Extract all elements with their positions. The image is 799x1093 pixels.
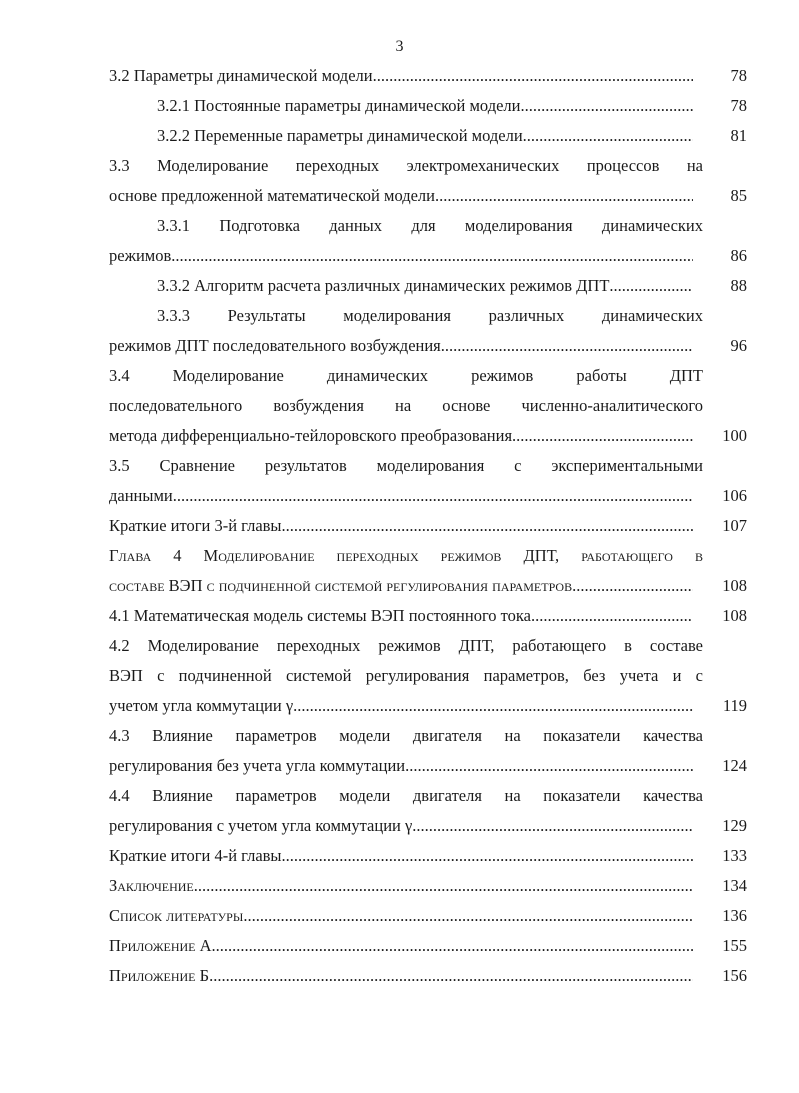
toc-entry-title-line: режимов ДПТ последовательного возбуждения	[109, 336, 441, 355]
toc-entry[interactable]	[109, 601, 747, 631]
toc-entry-title-line: 3.3 Моделирование переходных электромеханических процессов на	[109, 156, 703, 175]
toc-entry-page-number: 108	[722, 576, 747, 595]
toc-entry-title-line: 3.4 Моделирование динамических режимов работы ДПТ	[109, 366, 703, 385]
dot-leader	[512, 421, 693, 451]
toc-entry-page-number: 100	[722, 426, 747, 445]
toc-entry-page-number: 96	[730, 336, 747, 355]
toc-entry-title-line: 3.5 Сравнение результатов моделирования с экспериментальными	[109, 456, 703, 475]
toc-entry-page-number: 78	[730, 96, 747, 115]
toc-entry-page-number: 156	[722, 966, 747, 985]
toc-entry-title-line: составе ВЭП с подчиненной системой регулирования параметров	[109, 576, 573, 595]
dot-leader	[282, 511, 693, 541]
dot-leader	[282, 841, 693, 871]
dot-leader	[521, 91, 694, 121]
toc-entry-title-line: данными	[109, 486, 173, 505]
dot-leader	[373, 61, 693, 91]
toc-entry[interactable]	[109, 211, 747, 271]
toc-entry[interactable]	[109, 361, 747, 451]
toc-entry-title-line: 4.1 Математическая модель системы ВЭП постоянного тока	[109, 606, 532, 625]
toc-entry-page-number: 85	[730, 186, 747, 205]
toc-entry[interactable]	[109, 451, 747, 511]
dot-leader	[209, 961, 693, 991]
toc-entry[interactable]	[109, 61, 747, 91]
toc-entry-title-line: ВЭП с подчиненной системой регулирования параметров, без учета и с	[109, 666, 703, 685]
toc-entry[interactable]	[109, 901, 747, 931]
dot-leader	[194, 871, 693, 901]
toc-entry[interactable]	[109, 271, 747, 301]
dot-leader	[173, 481, 693, 511]
dot-leader	[405, 751, 693, 781]
dot-leader	[572, 571, 693, 601]
dot-leader	[412, 811, 693, 841]
toc-entry-title-line: 4.2 Моделирование переходных режимов ДПТ, работающего в составе	[109, 636, 703, 655]
dot-leader	[441, 331, 693, 361]
toc-entry-page-number: 108	[722, 606, 747, 625]
dot-leader	[435, 181, 693, 211]
toc-entry-page-number: 124	[722, 756, 747, 775]
toc-entry-title-line: метода дифференциально-тейлоровского преобразования	[109, 426, 513, 445]
table-of-contents	[109, 61, 747, 991]
toc-entry-title-line: основе предложенной математической модели	[109, 186, 435, 205]
toc-entry-title-line: режимов	[109, 246, 172, 265]
toc-entry[interactable]	[109, 301, 747, 361]
toc-entry-title-line: учетом угла коммутации γ	[109, 696, 294, 715]
toc-entry-title-line: Краткие итоги 3-й главы	[109, 516, 282, 535]
toc-entry[interactable]	[109, 931, 747, 961]
toc-entry[interactable]	[109, 841, 747, 871]
toc-entry-title-line: Приложение Б	[109, 966, 210, 985]
toc-entry-title-line: 4.4 Влияние параметров модели двигателя на показатели качества	[109, 786, 703, 805]
toc-entry-title-line: Приложение А	[109, 936, 212, 955]
toc-entry-title-line: 3.2 Параметры динамической модели	[109, 66, 373, 85]
toc-entry-title-line: Список литературы	[109, 906, 244, 925]
toc-entry-page-number: 88	[730, 276, 747, 295]
toc-entry-title-line: 4.3 Влияние параметров модели двигателя на показатели качества	[109, 726, 703, 745]
toc-entry-title-line: 3.3.3 Результаты моделирования различных динамических	[157, 306, 703, 325]
toc-entry-title-line: последовательного возбуждения на основе численно-аналитического	[109, 396, 703, 415]
toc-entry-title-line: регулирования с учетом угла коммутации γ	[109, 816, 413, 835]
toc-entry[interactable]	[109, 871, 747, 901]
toc-entry[interactable]	[109, 121, 747, 151]
toc-entry-page-number: 106	[722, 486, 747, 505]
toc-entry-page-number: 78	[730, 66, 747, 85]
toc-entry-page-number: 134	[722, 876, 747, 895]
dot-leader	[171, 241, 693, 271]
toc-entry-page-number: 129	[722, 816, 747, 835]
dot-leader	[523, 121, 693, 151]
toc-entry-title-line: Заключение	[109, 876, 194, 895]
dot-leader	[243, 901, 693, 931]
toc-entry[interactable]	[109, 781, 747, 841]
toc-entry-title-line: 3.3.1 Подготовка данных для моделирования динамических	[157, 216, 703, 235]
toc-entry-title-line: Глава 4 Моделирование переходных режимов ДПТ, работающего в	[109, 546, 703, 565]
toc-entry-title-line: регулирования без учета угла коммутации	[109, 756, 406, 775]
toc-entry[interactable]	[109, 721, 747, 781]
toc-entry-page-number: 133	[722, 846, 747, 865]
toc-entry[interactable]	[109, 541, 747, 601]
toc-entry-title-line: 3.3.2 Алгоритм расчета различных динамических режимов ДПТ	[157, 276, 610, 295]
toc-entry[interactable]	[109, 511, 747, 541]
toc-entry[interactable]	[109, 91, 747, 121]
dot-leader	[531, 601, 693, 631]
dot-leader	[609, 271, 693, 301]
toc-entry-page-number: 136	[722, 906, 747, 925]
toc-entry-page-number: 86	[730, 246, 747, 265]
toc-entry-page-number: 107	[722, 516, 747, 535]
toc-entry-page-number: 81	[730, 126, 747, 145]
dot-leader	[293, 691, 693, 721]
toc-entry-title-line: 3.2.2 Переменные параметры динамической модели	[157, 126, 523, 145]
toc-entry-title-line: 3.2.1 Постоянные параметры динамической модели	[157, 96, 521, 115]
toc-entry-title-line: Краткие итоги 4-й главы	[109, 846, 282, 865]
toc-entry[interactable]	[109, 961, 747, 991]
page-number: 3	[395, 38, 404, 55]
toc-entry-page-number: 119	[722, 696, 747, 715]
toc-entry[interactable]	[109, 631, 747, 721]
toc-entry-page-number: 155	[722, 936, 747, 955]
toc-entry[interactable]	[109, 151, 747, 211]
dot-leader	[212, 931, 693, 961]
